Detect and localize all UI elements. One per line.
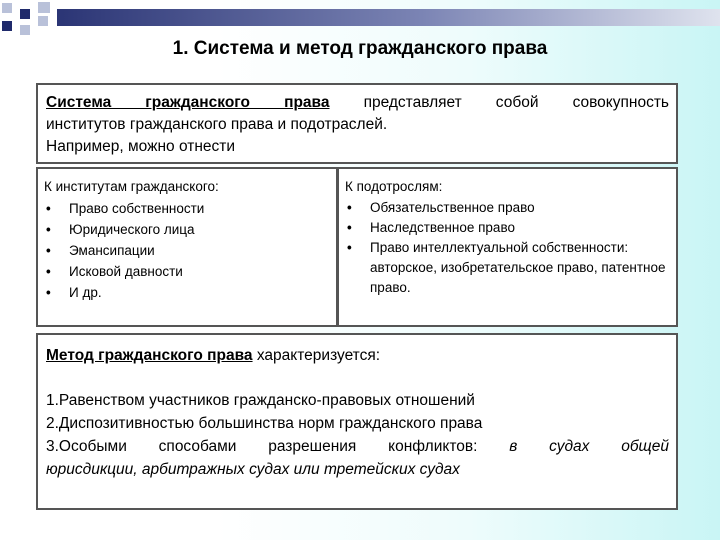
list-item: • Обязательственное право (345, 198, 670, 218)
list-item: • Наследственное право (345, 218, 670, 238)
list-item: • Эмансипации (44, 240, 330, 261)
list-item: • Юридического лица (44, 219, 330, 240)
institutes-heading: К институтам гражданского: (44, 179, 219, 194)
method-box (36, 333, 678, 510)
subbranches-list (345, 198, 670, 298)
method-item3-prefix: 3.Особыми способами разрешения конфликтов: (46, 438, 510, 455)
system-example: Например, можно отнести (46, 138, 236, 155)
list-item: • И др. (44, 282, 330, 303)
institutes-box (36, 167, 338, 327)
list-item: • Исковой давности (44, 261, 330, 282)
system-text-line1: представляет собой совокупность (329, 94, 669, 111)
method-item3-italic1: в судах общей (509, 438, 669, 455)
subbranches-heading: К подотрослям: (345, 179, 443, 194)
system-term: Система гражданского права (46, 94, 330, 111)
method-item-3-line2 (46, 458, 669, 481)
spacer (46, 367, 669, 389)
method-item-3-line1 (46, 435, 669, 458)
slide-title: 1. Система и метод гражданского права (172, 38, 548, 59)
method-item3-italic2: юрисдикции, арбитражных судах или третейских судах (46, 461, 460, 478)
list-item: • Право интеллектуальной собственности: авторское, изобретательское право, патентное право. (345, 238, 670, 298)
institutes-list (44, 198, 330, 303)
system-definition-line1 (46, 92, 669, 114)
method-intro-line (46, 344, 669, 367)
subbranches-box (337, 167, 678, 327)
system-definition-box (36, 83, 678, 164)
decorative-header-band (0, 0, 720, 40)
list-item: • Право собственности (44, 198, 330, 219)
method-item: 2.Диспозитивностью большинства норм гражданского права (46, 415, 483, 432)
method-term: Метод гражданского права (46, 347, 253, 364)
method-item: 1.Равенством участников гражданско-правовых отношений (46, 392, 475, 409)
method-intro: характеризуется: (252, 347, 381, 364)
system-text-line2: институтов гражданского права и подотраслей. (46, 116, 388, 133)
